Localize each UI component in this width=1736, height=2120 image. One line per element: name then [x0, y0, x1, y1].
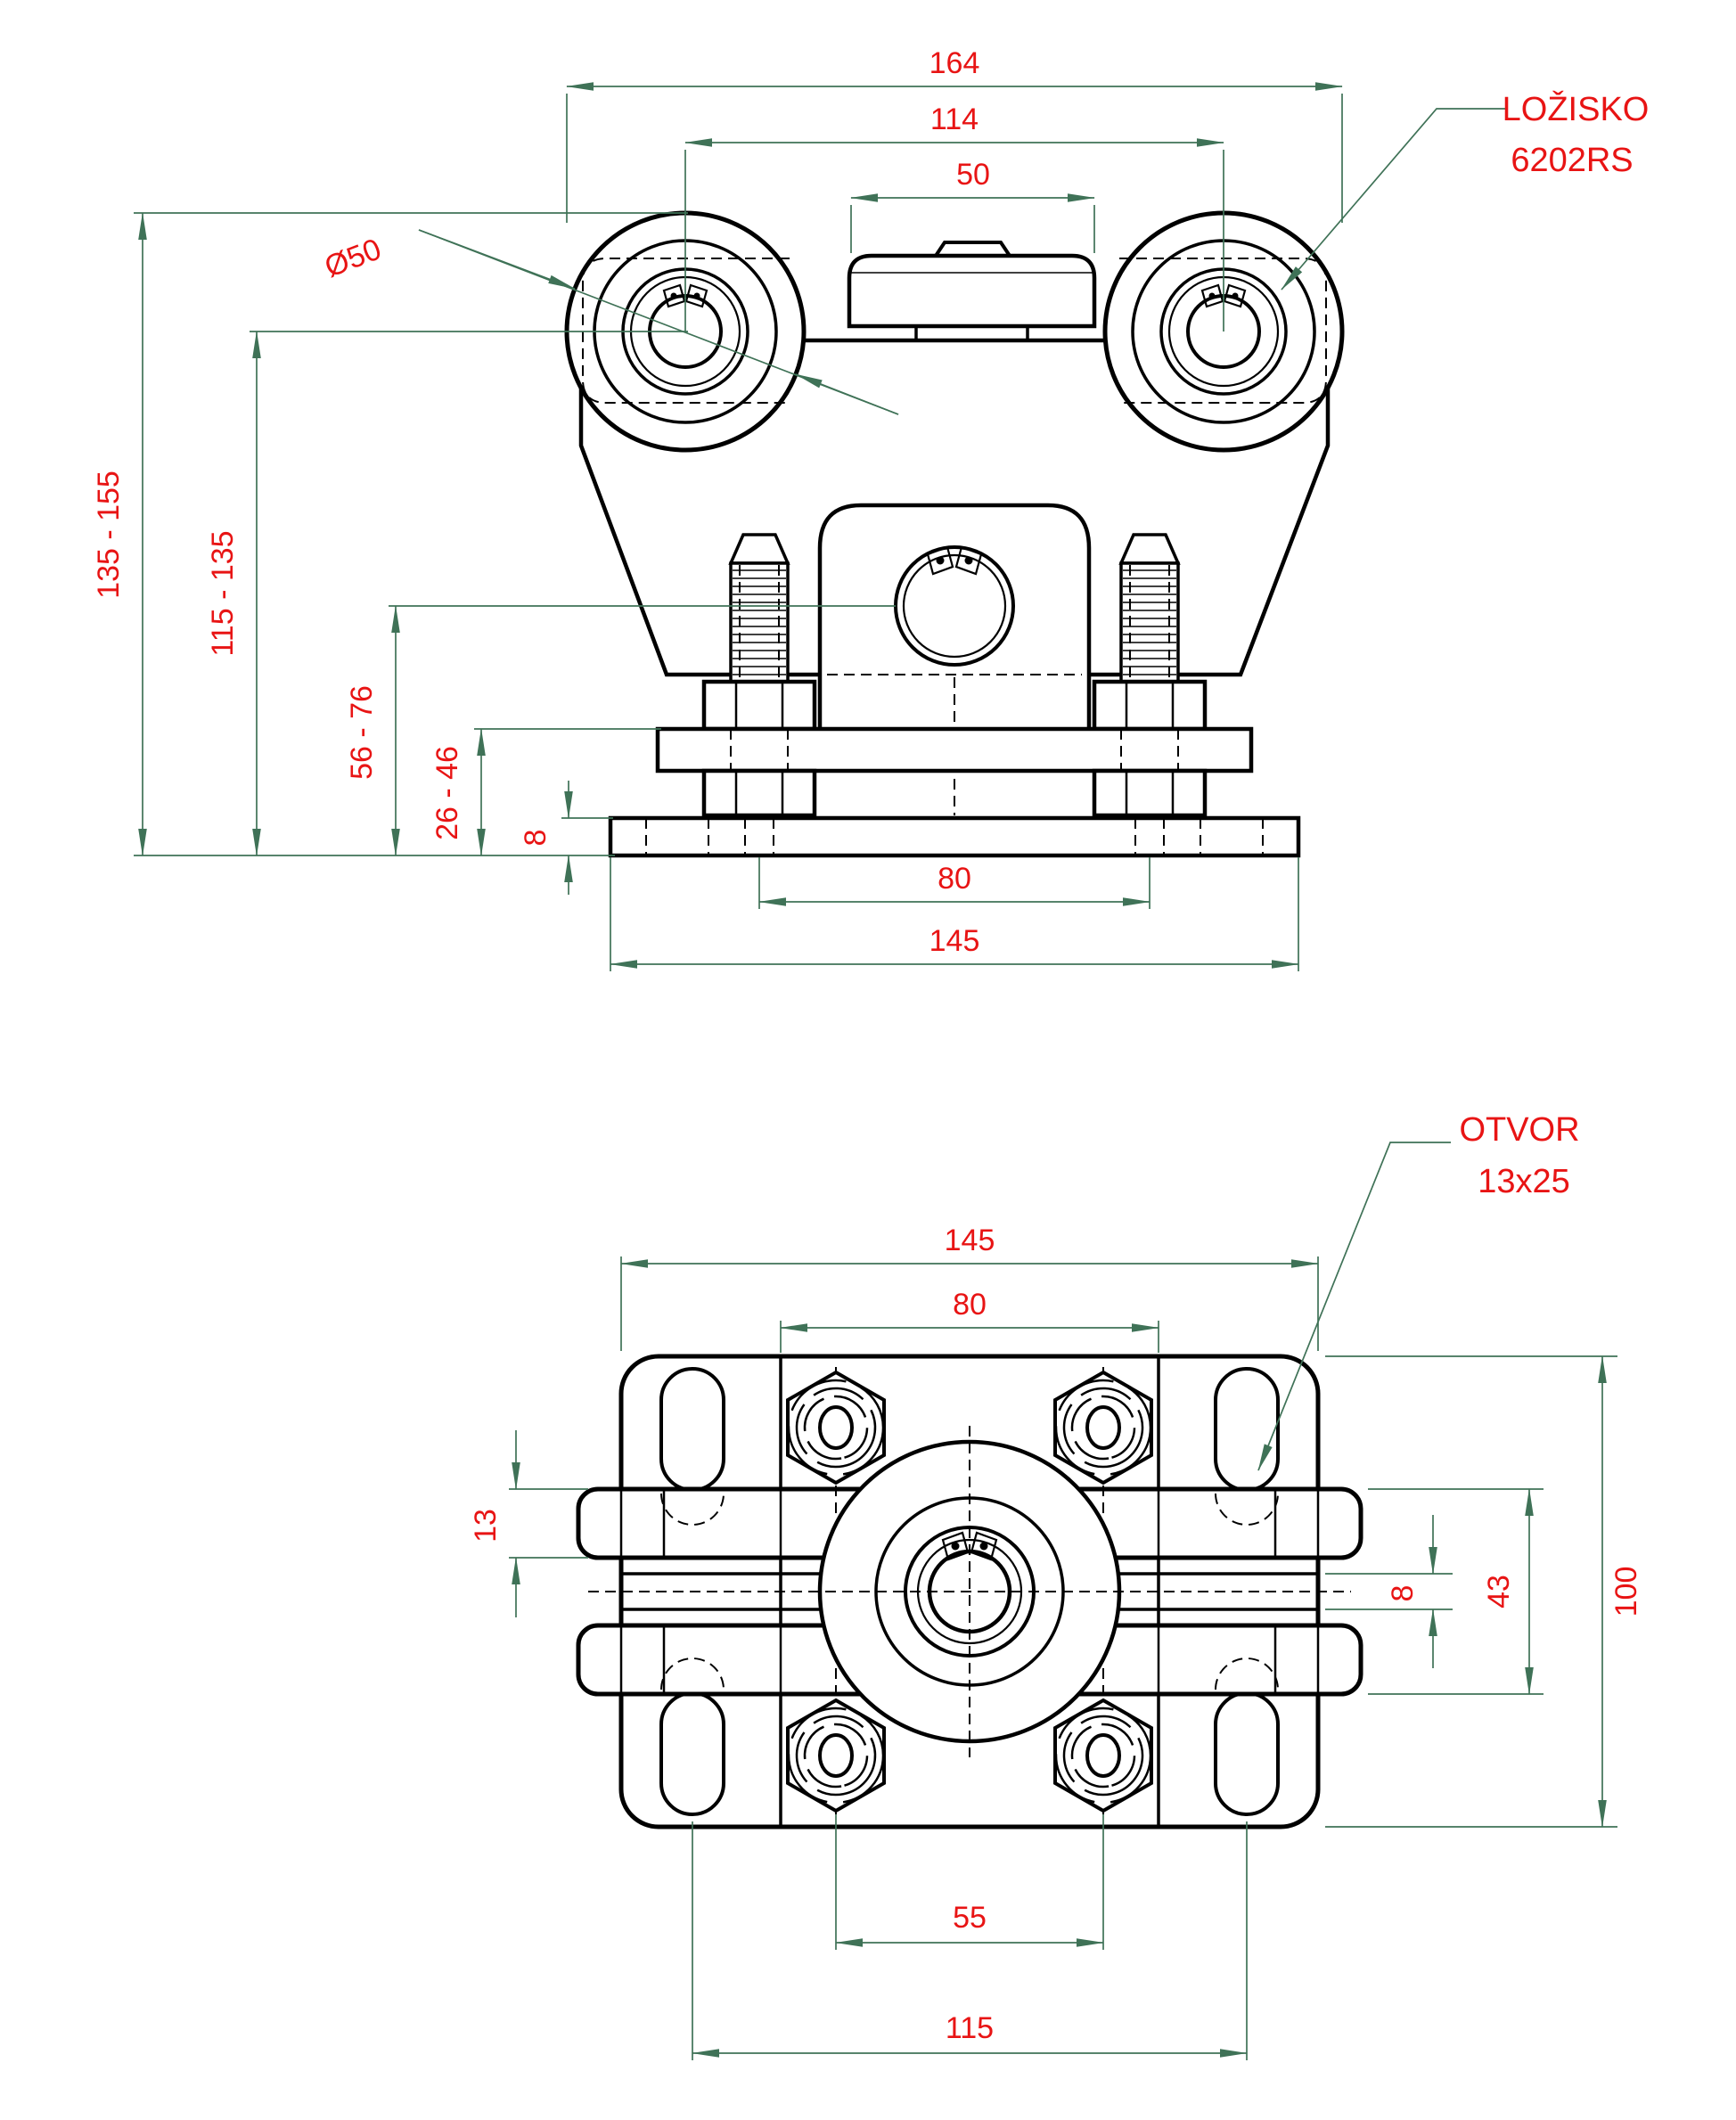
dim-115-135: 115 - 135 — [206, 530, 240, 657]
dim-55: 55 — [953, 1901, 987, 1935]
dim-114: 114 — [929, 102, 979, 136]
dim-8-front: 8 — [519, 829, 553, 847]
dim-8-bottom: 8 — [1386, 1584, 1420, 1602]
dim-145-front: 145 — [929, 924, 980, 958]
dim-50: 50 — [956, 158, 990, 192]
dimension-fold-spacing — [781, 1288, 1159, 1353]
dim-80-front: 80 — [938, 862, 971, 896]
dim-164: 164 — [929, 46, 980, 80]
dimension-plate-thickness — [519, 781, 613, 895]
dimension-stud-spacing — [759, 857, 1150, 909]
dim-26-46: 26 - 46 — [430, 746, 464, 840]
dim-135-155: 135 - 155 — [92, 471, 126, 599]
dimension-slot-columns — [692, 1821, 1247, 2060]
dim-diameter-50: Ø50 — [320, 232, 386, 284]
bottom-view — [469, 1111, 1643, 2060]
dimension-buffer-width — [851, 158, 1094, 253]
dim-56-76: 56 - 76 — [345, 685, 379, 780]
dim-115: 115 — [945, 2011, 995, 2045]
dim-100: 100 — [1609, 1566, 1643, 1617]
dimension-bar-thickness — [469, 1430, 588, 1617]
lower-nuts — [704, 771, 1205, 815]
dim-43: 43 — [1482, 1575, 1516, 1608]
bearing-callout — [1282, 90, 1649, 290]
hole-label-line2: 13x25 — [1478, 1163, 1570, 1200]
pin-hole — [896, 547, 1013, 665]
front-view — [92, 46, 1649, 971]
stud-right — [1121, 535, 1178, 682]
buffer-block — [849, 242, 1094, 342]
dim-145-bottom: 145 — [944, 1224, 995, 1257]
bearing-label-line2: 6202RS — [1511, 142, 1634, 179]
dim-80-bottom: 80 — [953, 1288, 987, 1322]
dimension-stud-columns — [836, 1814, 1103, 1950]
clamp-plate — [658, 729, 1251, 771]
dim-13: 13 — [469, 1509, 503, 1543]
hole-label-line1: OTVOR — [1459, 1111, 1580, 1149]
stud-left — [731, 535, 788, 682]
bearing-label-line1: LOŽISKO — [1502, 91, 1650, 128]
base-plate — [610, 818, 1298, 855]
